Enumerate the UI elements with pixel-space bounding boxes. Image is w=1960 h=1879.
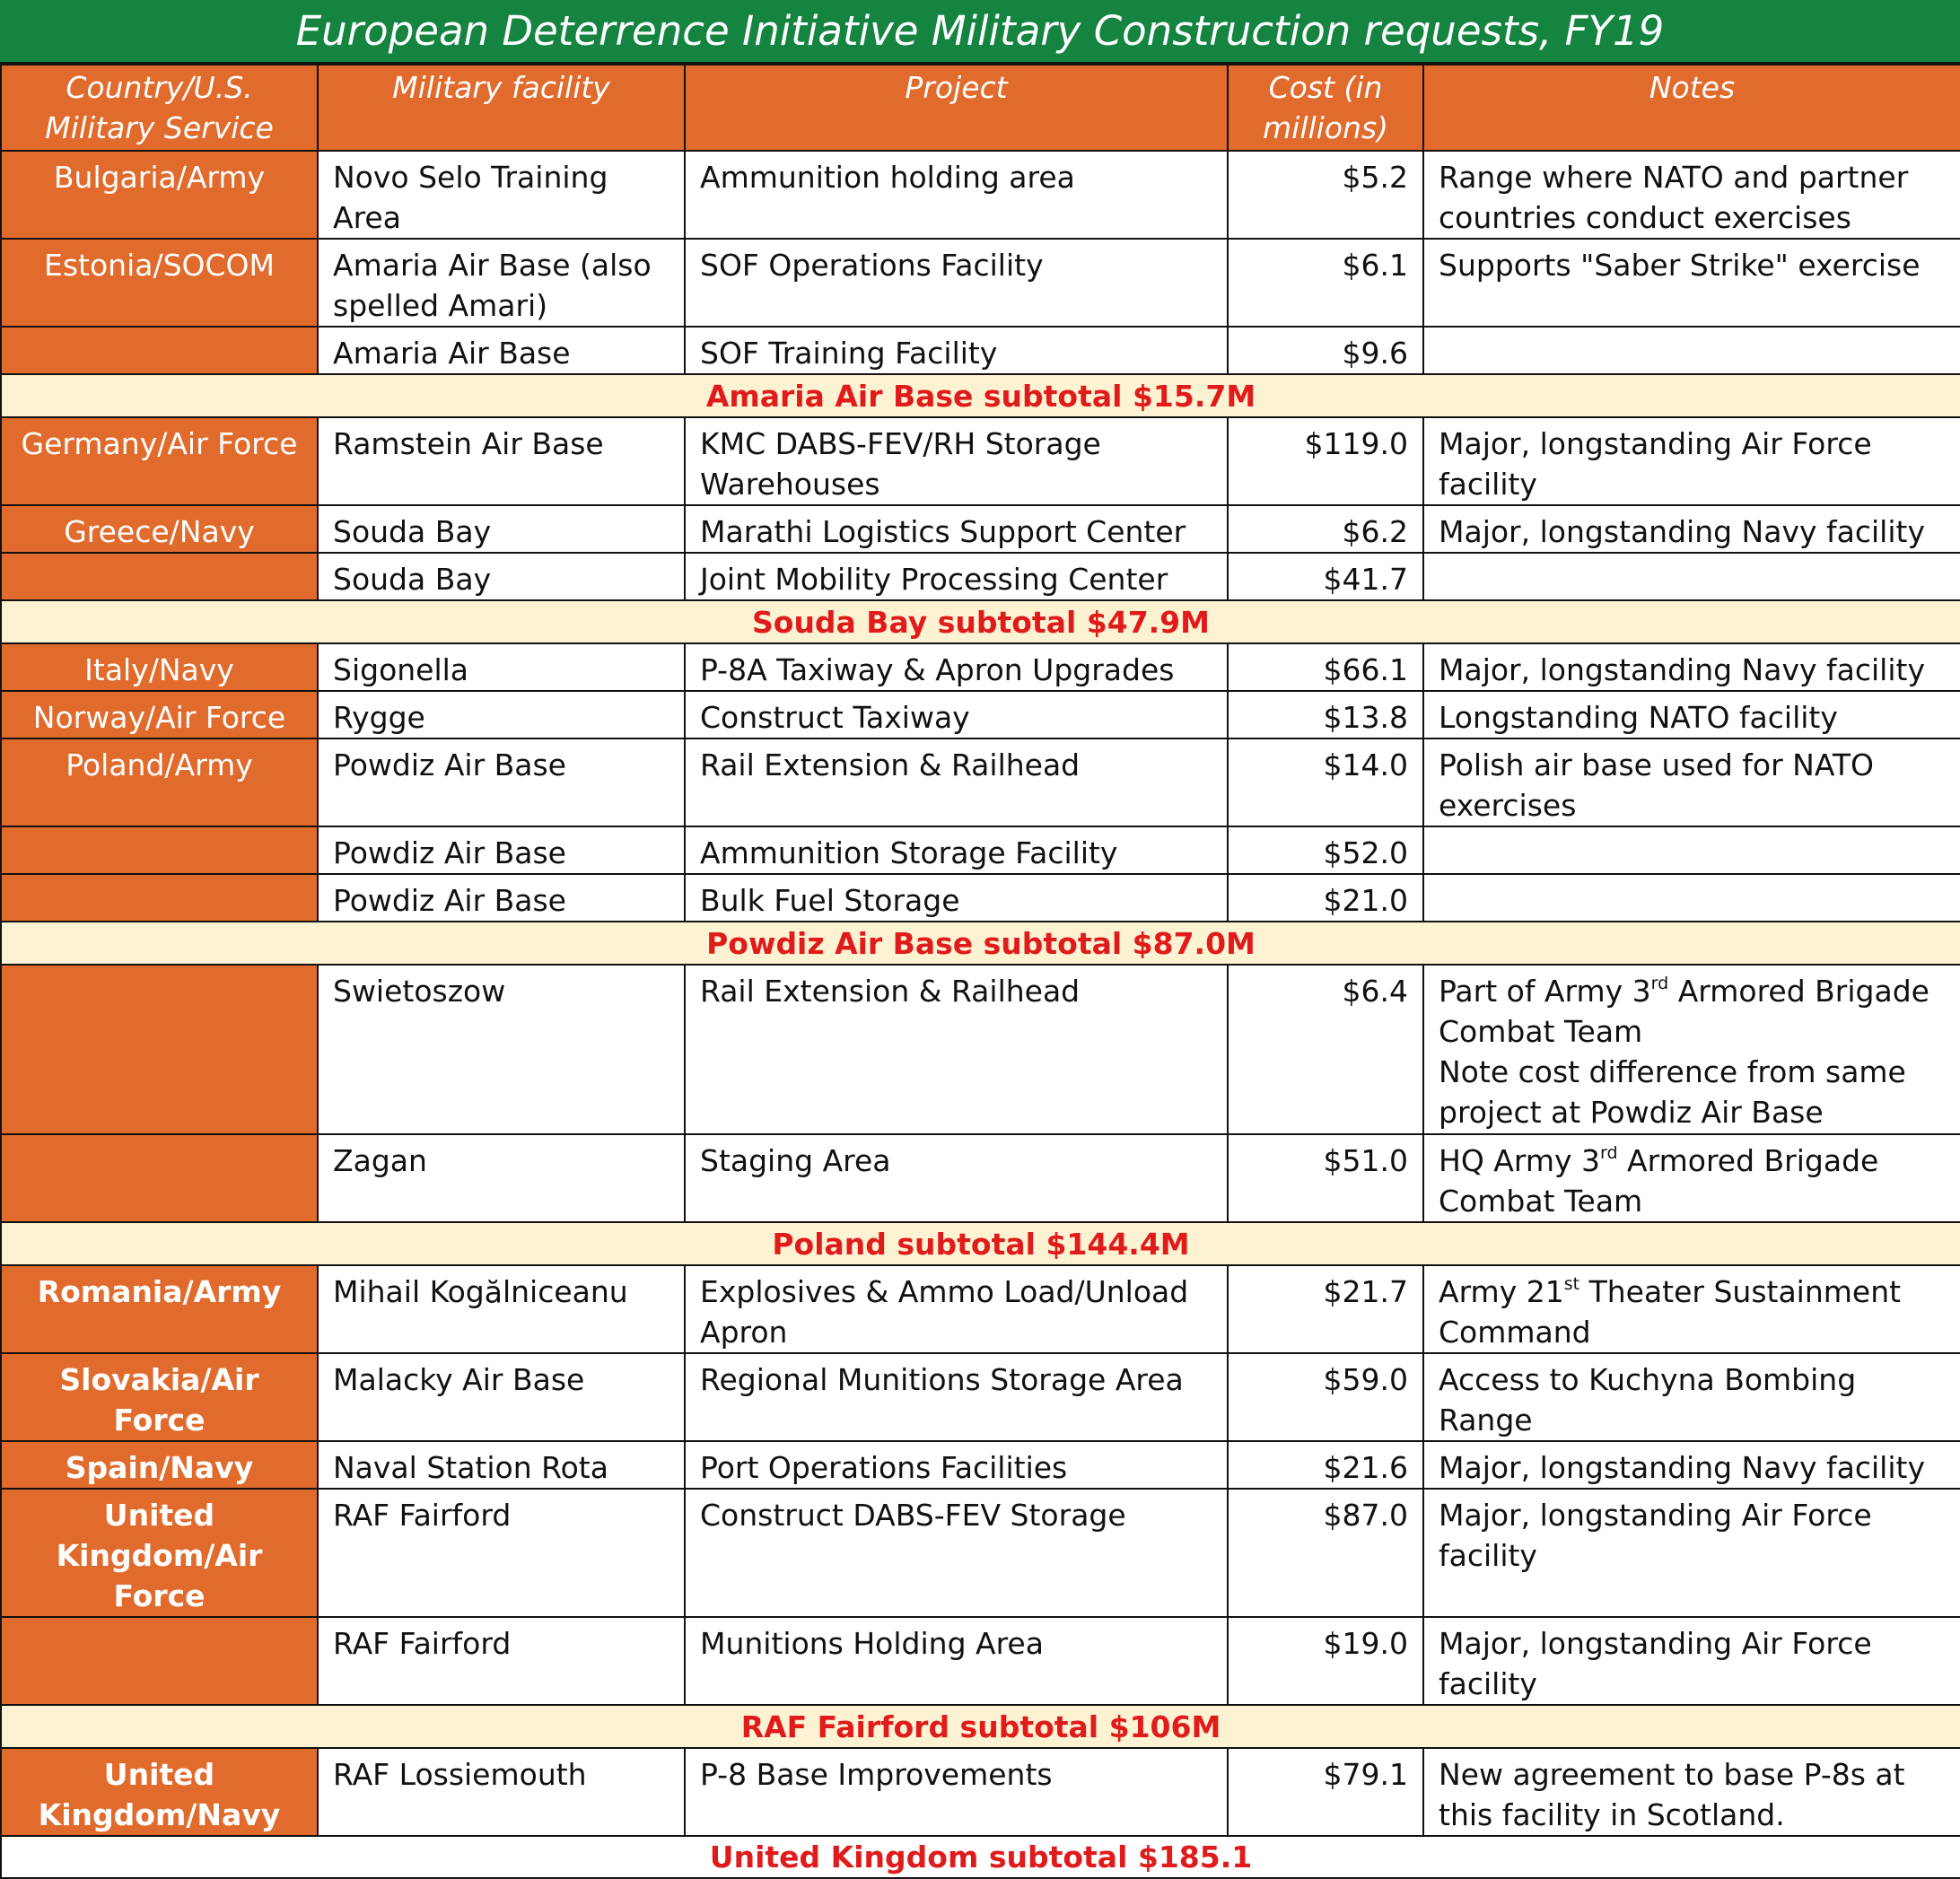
subtotal-cell: Amaria Air Base subtotal $15.7M xyxy=(1,374,1960,417)
country-cell xyxy=(1,553,318,600)
notes-cell: New agreement to base P-8s at this facility in Scotland. xyxy=(1423,1748,1960,1836)
project-cell: Staging Area xyxy=(685,1134,1228,1222)
cost-cell: $19.0 xyxy=(1228,1617,1423,1705)
country-cell: Poland/Army xyxy=(1,738,318,826)
notes-cell: Major, longstanding Navy facility xyxy=(1423,505,1960,553)
construction-table xyxy=(0,64,1960,1879)
cost-cell: $87.0 xyxy=(1228,1489,1423,1617)
cost-cell: $6.4 xyxy=(1228,965,1423,1134)
country-cell: Norway/Air Force xyxy=(1,691,318,738)
cost-cell: $21.6 xyxy=(1228,1441,1423,1489)
table-row xyxy=(1,327,1960,374)
cost-cell: $51.0 xyxy=(1228,1134,1423,1222)
header-country: Country/U.S. Military Service xyxy=(1,65,318,151)
cost-cell: $14.0 xyxy=(1228,738,1423,826)
country-cell: Slovakia/Air Force xyxy=(1,1353,318,1441)
country-cell xyxy=(1,826,318,874)
notes-cell: Supports "Saber Strike" exercise xyxy=(1423,239,1960,327)
cost-cell: $119.0 xyxy=(1228,417,1423,505)
project-cell: Rail Extension & Railhead xyxy=(685,738,1228,826)
notes-cell: Access to Kuchyna Bombing Range xyxy=(1423,1353,1960,1441)
facility-cell: Mihail Kogălniceanu xyxy=(318,1265,685,1353)
facility-cell: Malacky Air Base xyxy=(318,1353,685,1441)
facility-cell: Souda Bay xyxy=(318,553,685,600)
notes-cell: Major, longstanding Navy facility xyxy=(1423,1441,1960,1489)
table-row xyxy=(1,505,1960,553)
table-row xyxy=(1,1353,1960,1441)
ordinal-suffix: rd xyxy=(1600,1143,1618,1163)
notes-text: HQ Army 3 xyxy=(1439,1143,1601,1178)
country-cell xyxy=(1,1134,318,1222)
facility-cell: Novo Selo Training Area xyxy=(318,151,685,239)
notes-cell xyxy=(1423,965,1960,1134)
cost-cell: $41.7 xyxy=(1228,553,1423,600)
subtotal-cell: United Kingdom subtotal $185.1 xyxy=(1,1836,1960,1878)
cost-cell: $6.1 xyxy=(1228,239,1423,327)
header-notes: Notes xyxy=(1423,65,1960,151)
table-row xyxy=(1,643,1960,691)
notes-cell xyxy=(1423,874,1960,922)
project-cell: Explosives & Ammo Load/Unload Apron xyxy=(685,1265,1228,1353)
project-cell: Bulk Fuel Storage xyxy=(685,874,1228,922)
notes-cell xyxy=(1423,553,1960,600)
country-cell: Italy/Navy xyxy=(1,643,318,691)
country-cell: Romania/Army xyxy=(1,1265,318,1353)
notes-cell: Longstanding NATO facility xyxy=(1423,691,1960,738)
table-row xyxy=(1,738,1960,826)
table-row xyxy=(1,417,1960,505)
subtotal-cell: RAF Fairford subtotal $106M xyxy=(1,1705,1960,1748)
facility-cell: Powdiz Air Base xyxy=(318,874,685,922)
notes-text: Note cost difference from same project at Powdiz Air Base xyxy=(1439,1054,1906,1130)
facility-cell: Amaria Air Base xyxy=(318,327,685,374)
subtotal-row xyxy=(1,1705,1960,1748)
country-cell xyxy=(1,1617,318,1705)
table-row xyxy=(1,1489,1960,1617)
cost-cell: $6.2 xyxy=(1228,505,1423,553)
cost-cell: $66.1 xyxy=(1228,643,1423,691)
facility-cell: RAF Fairford xyxy=(318,1489,685,1617)
project-cell: SOF Operations Facility xyxy=(685,239,1228,327)
facility-cell: Souda Bay xyxy=(318,505,685,553)
facility-cell: Swietoszow xyxy=(318,965,685,1134)
project-cell: KMC DABS-FEV/RH Storage Warehouses xyxy=(685,417,1228,505)
table-row xyxy=(1,1265,1960,1353)
ordinal-suffix: rd xyxy=(1650,974,1669,993)
notes-cell: Polish air base used for NATO exercises xyxy=(1423,738,1960,826)
notes-cell: Major, longstanding Air Force facility xyxy=(1423,417,1960,505)
subtotal-row xyxy=(1,374,1960,417)
table-row xyxy=(1,1134,1960,1222)
table-row xyxy=(1,691,1960,738)
notes-text: Armored Brigade Combat Team xyxy=(1439,974,1929,1049)
header-project: Project xyxy=(685,65,1228,151)
project-cell: Munitions Holding Area xyxy=(685,1617,1228,1705)
cost-cell: $52.0 xyxy=(1228,826,1423,874)
project-cell: Ammunition Storage Facility xyxy=(685,826,1228,874)
cost-cell: $21.7 xyxy=(1228,1265,1423,1353)
country-cell: Germany/Air Force xyxy=(1,417,318,505)
table-row xyxy=(1,1441,1960,1489)
facility-cell: Powdiz Air Base xyxy=(318,738,685,826)
subtotal-row xyxy=(1,922,1960,965)
facility-cell: RAF Fairford xyxy=(318,1617,685,1705)
facility-cell: Amaria Air Base (also spelled Amari) xyxy=(318,239,685,327)
project-cell: Construct Taxiway xyxy=(685,691,1228,738)
header-facility: Military facility xyxy=(318,65,685,151)
subtotal-row xyxy=(1,600,1960,643)
cost-cell: $5.2 xyxy=(1228,151,1423,239)
project-cell: Regional Munitions Storage Area xyxy=(685,1353,1228,1441)
table-row xyxy=(1,1748,1960,1836)
table-row xyxy=(1,826,1960,874)
notes-cell xyxy=(1423,327,1960,374)
notes-cell xyxy=(1423,1134,1960,1222)
subtotal-cell: Souda Bay subtotal $47.9M xyxy=(1,600,1960,643)
project-cell: Marathi Logistics Support Center xyxy=(685,505,1228,553)
notes-cell: Major, longstanding Air Force facility xyxy=(1423,1489,1960,1617)
facility-cell: RAF Lossiemouth xyxy=(318,1748,685,1836)
grand-subtotal-row xyxy=(1,1836,1960,1878)
header-cost: Cost (in millions) xyxy=(1228,65,1423,151)
cost-cell: $13.8 xyxy=(1228,691,1423,738)
project-cell: P-8 Base Improvements xyxy=(685,1748,1228,1836)
table-row xyxy=(1,553,1960,600)
notes-text: Army 21 xyxy=(1439,1274,1564,1309)
table-row xyxy=(1,239,1960,327)
ordinal-suffix: st xyxy=(1563,1274,1580,1294)
notes-text: Part of Army 3 xyxy=(1439,974,1651,1009)
country-cell xyxy=(1,965,318,1134)
table-row xyxy=(1,965,1960,1134)
country-cell: Bulgaria/Army xyxy=(1,151,318,239)
table-title: European Deterrence Initiative Military Construction requests, FY19 xyxy=(0,0,1960,64)
facility-cell: Rygge xyxy=(318,691,685,738)
project-cell: Port Operations Facilities xyxy=(685,1441,1228,1489)
notes-text: Theater Sustainment Command xyxy=(1439,1274,1902,1350)
facility-cell: Ramstein Air Base xyxy=(318,417,685,505)
country-cell: United Kingdom/Air Force xyxy=(1,1489,318,1617)
facility-cell: Sigonella xyxy=(318,643,685,691)
cost-cell: $59.0 xyxy=(1228,1353,1423,1441)
project-cell: Rail Extension & Railhead xyxy=(685,965,1228,1134)
subtotal-row xyxy=(1,1222,1960,1265)
notes-cell xyxy=(1423,1265,1960,1353)
facility-cell: Naval Station Rota xyxy=(318,1441,685,1489)
country-cell: United Kingdom/Navy xyxy=(1,1748,318,1836)
project-cell: Ammunition holding area xyxy=(685,151,1228,239)
cost-cell: $21.0 xyxy=(1228,874,1423,922)
notes-cell: Major, longstanding Air Force facility xyxy=(1423,1617,1960,1705)
notes-cell: Major, longstanding Navy facility xyxy=(1423,643,1960,691)
notes-cell: Range where NATO and partner countries conduct exercises xyxy=(1423,151,1960,239)
facility-cell: Powdiz Air Base xyxy=(318,826,685,874)
country-cell: Greece/Navy xyxy=(1,505,318,553)
notes-text: Armored Brigade Combat Team xyxy=(1439,1143,1879,1219)
country-cell: Spain/Navy xyxy=(1,1441,318,1489)
project-cell: P-8A Taxiway & Apron Upgrades xyxy=(685,643,1228,691)
project-cell: SOF Training Facility xyxy=(685,327,1228,374)
country-cell xyxy=(1,874,318,922)
facility-cell: Zagan xyxy=(318,1134,685,1222)
subtotal-cell: Powdiz Air Base subtotal $87.0M xyxy=(1,922,1960,965)
notes-cell xyxy=(1423,826,1960,874)
cost-cell: $79.1 xyxy=(1228,1748,1423,1836)
project-cell: Joint Mobility Processing Center xyxy=(685,553,1228,600)
project-cell: Construct DABS-FEV Storage xyxy=(685,1489,1228,1617)
country-cell xyxy=(1,327,318,374)
subtotal-cell: Poland subtotal $144.4M xyxy=(1,1222,1960,1265)
country-cell: Estonia/SOCOM xyxy=(1,239,318,327)
table-row xyxy=(1,151,1960,239)
cost-cell: $9.6 xyxy=(1228,327,1423,374)
header-row xyxy=(1,65,1960,151)
table-row xyxy=(1,1617,1960,1705)
table-row xyxy=(1,874,1960,922)
